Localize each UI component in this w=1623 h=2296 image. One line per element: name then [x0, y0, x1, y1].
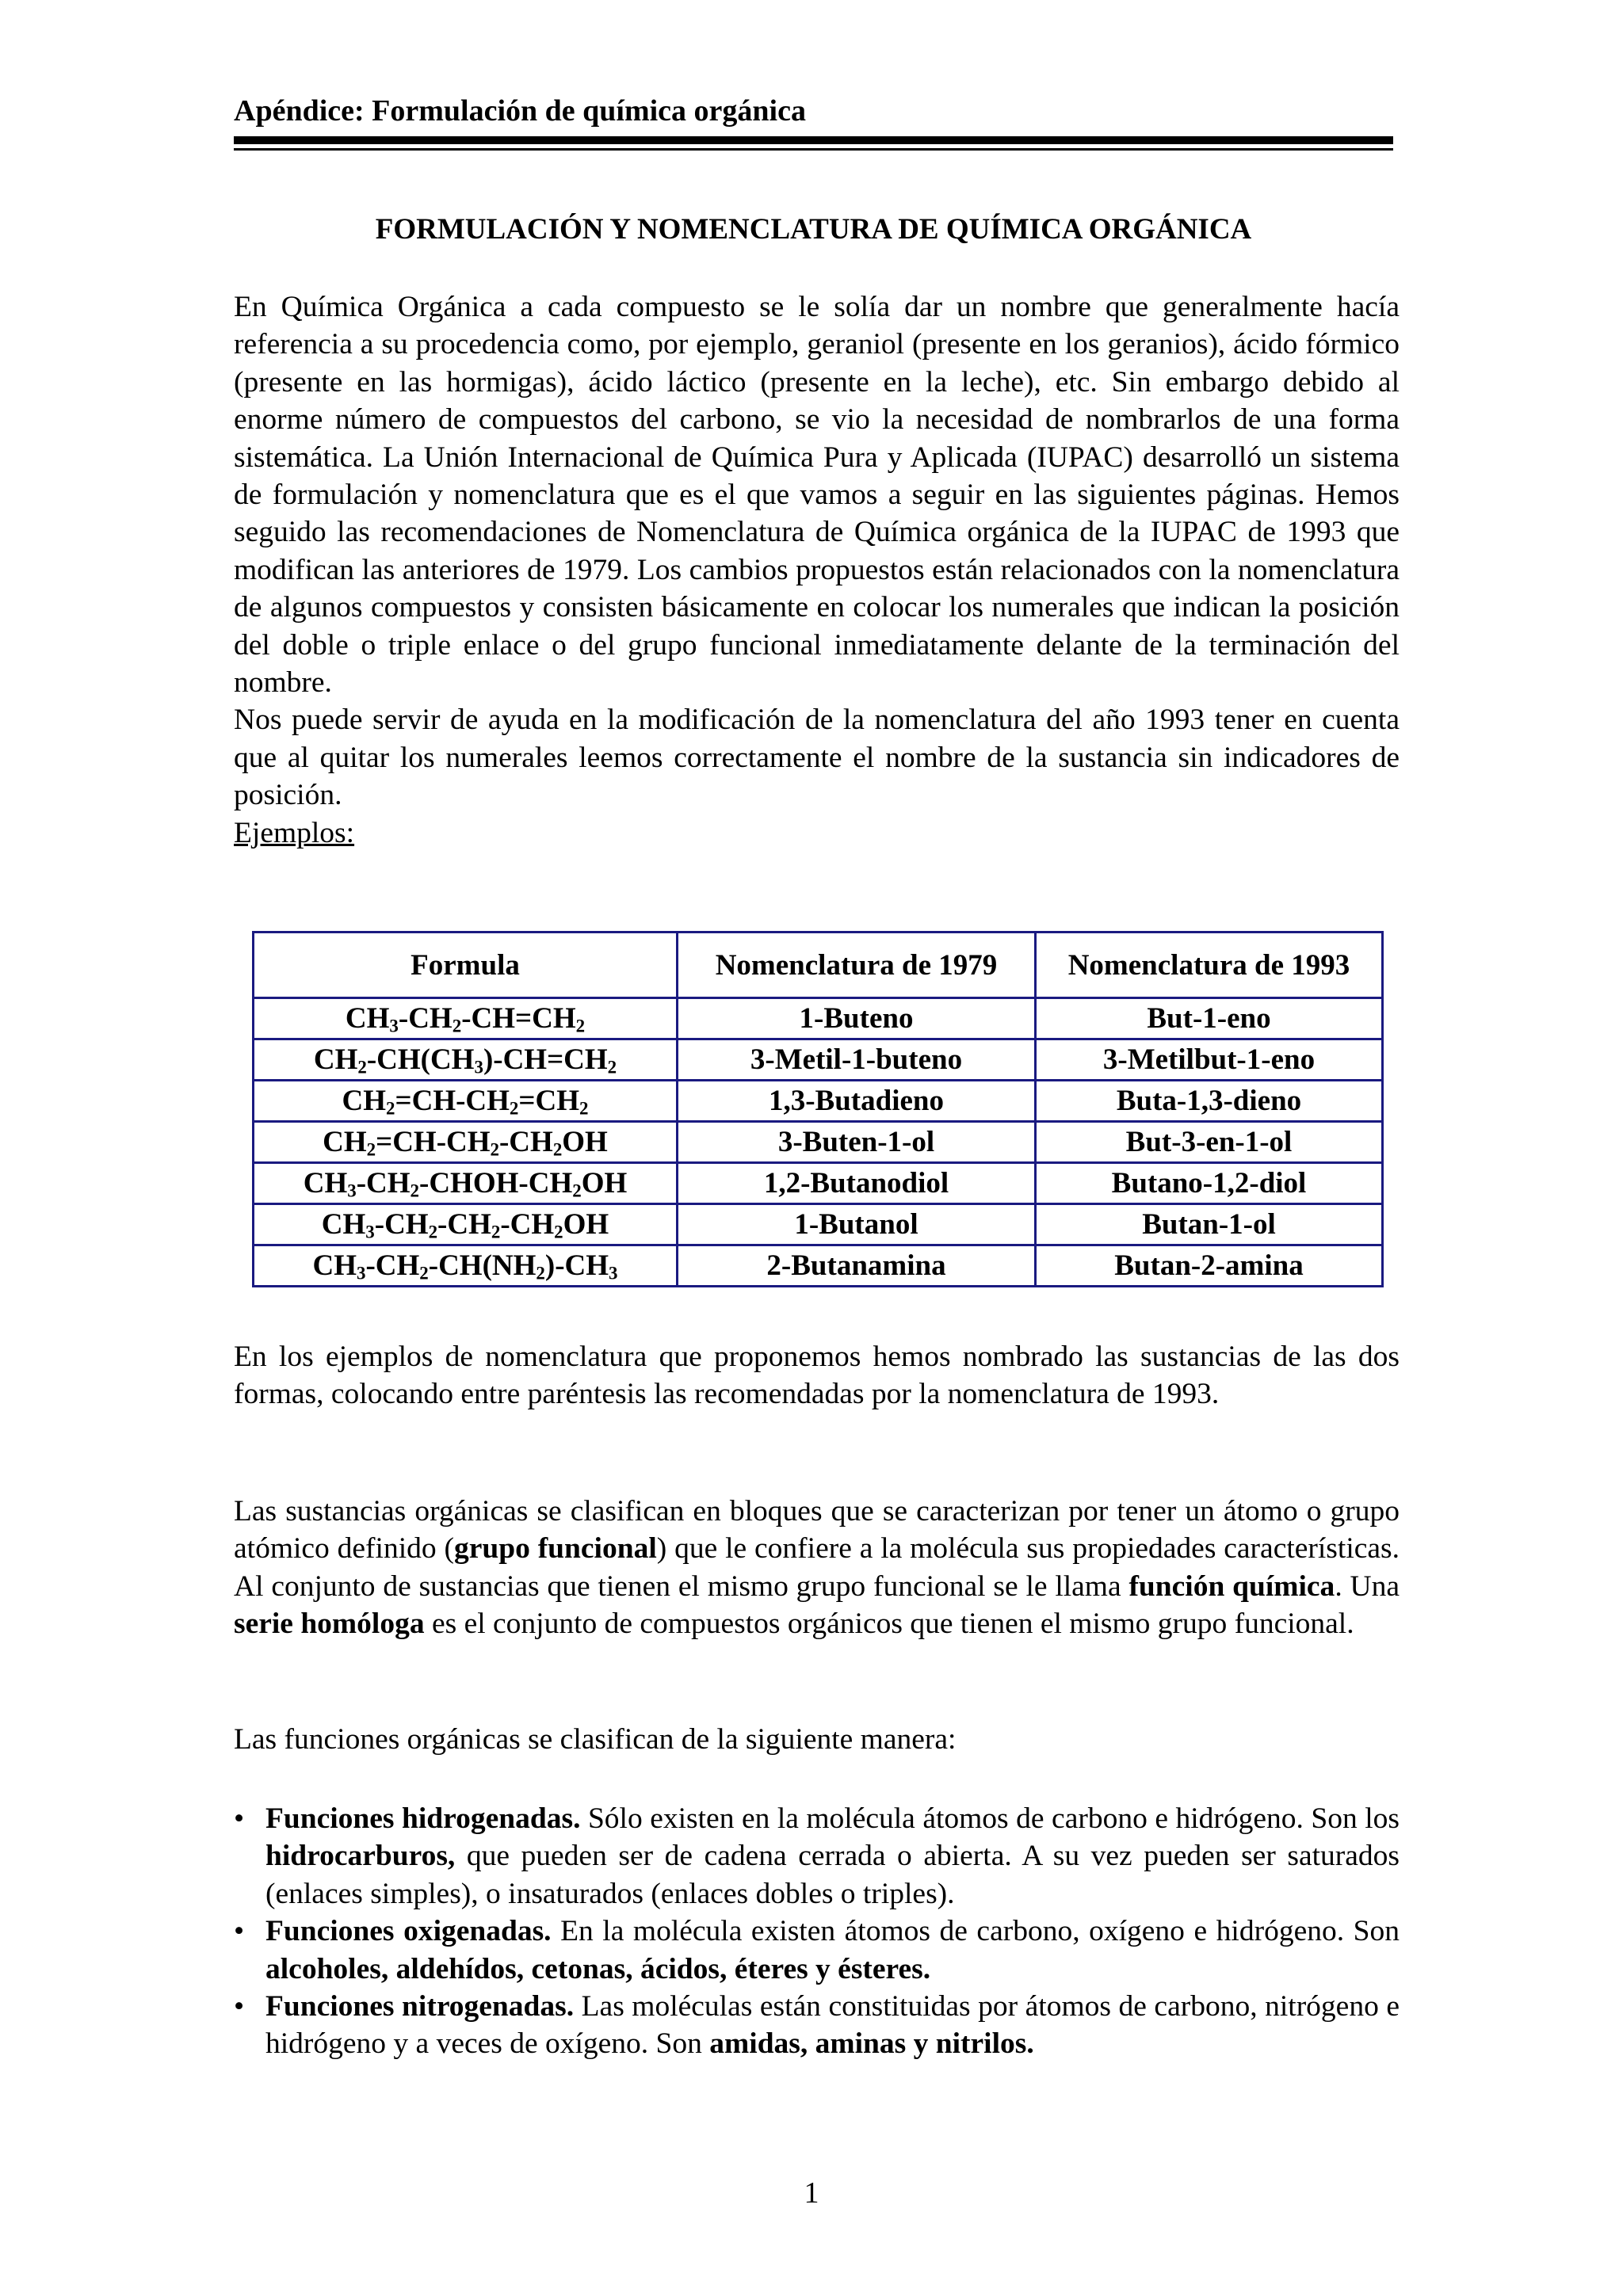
table-row: [254, 1204, 1383, 1245]
bullet-bold-text: hidrocarburos,: [265, 1840, 456, 1873]
formula-segment: -CH: [398, 1002, 453, 1035]
bullet-text: En la molécula existen átomos de carbono, oxígeno e hidrógeno. Son: [551, 1915, 1400, 1948]
page-number: 1: [804, 2176, 819, 2210]
document-title: FORMULACIÓN Y NOMENCLATURA DE QUÍMICA ORGÁNICA: [375, 213, 1252, 246]
name-1993-cell: Butan-1-ol: [1036, 1204, 1383, 1245]
table-row: [254, 1245, 1383, 1287]
name-1979-cell: 3-Metil-1-buteno: [678, 1039, 1036, 1081]
column-header-formula: Formula: [254, 933, 678, 998]
formula-subscript: 3: [347, 1180, 357, 1201]
formula-subscript: 2: [552, 1139, 563, 1160]
formula-segment: -CH: [356, 1167, 411, 1199]
formula-segment: -CH: [500, 1208, 555, 1241]
functions-list: [234, 1800, 1400, 2063]
formula-segment: )-CH=CH: [483, 1043, 608, 1076]
formula-segment: =CH-CH: [376, 1126, 491, 1158]
term-serie-homologa: serie homóloga: [234, 1608, 425, 1641]
formula-cell: [254, 1081, 678, 1122]
classification-paragraph: [234, 1493, 1400, 1643]
nomenclature-table: [252, 931, 1384, 1287]
formula-subscript: 2: [490, 1139, 499, 1160]
formula-cell: [254, 1122, 678, 1163]
classification-text-3: . Una: [1335, 1569, 1400, 1603]
bullet-icon: •: [234, 1802, 245, 1835]
formula-segment: -CH: [498, 1126, 553, 1158]
bullet-icon: •: [234, 1990, 245, 2023]
formula-segment: CH: [323, 1126, 367, 1158]
column-header-1993: Nomenclatura de 1993: [1036, 933, 1383, 998]
column-header-1979: Nomenclatura de 1979: [678, 933, 1036, 998]
formula-segment: =CH-CH: [395, 1085, 510, 1117]
bullet-icon: •: [234, 1915, 245, 1948]
intro-paragraph-2: Nos puede servir de ayuda en la modificación de la nomenclatura del año 1993 tener en cuenta que al quitar los numerales leemos correctamente el nombre de la sustancia sin indicadores de posición.: [234, 704, 1400, 812]
table-row: [254, 1163, 1383, 1204]
formula-subscript: 2: [386, 1098, 395, 1119]
name-1979-cell: 2-Butanamina: [678, 1245, 1036, 1287]
formula-subscript: 3: [474, 1057, 483, 1077]
term-grupo-funcional: grupo funcional: [453, 1532, 657, 1566]
name-1993-cell: Buta-1,3-dieno: [1036, 1081, 1383, 1122]
table-row: [254, 1039, 1383, 1081]
bullet-term: Funciones hidrogenadas.: [265, 1802, 581, 1835]
name-1993-cell: Butano-1,2-diol: [1036, 1163, 1383, 1204]
classification-text-1: Las sustancias orgánicas se clasifican en bloques que se caracterizan por tener un átomo o grupo atómico definido (: [234, 1495, 1400, 1566]
formula-segment: CH: [303, 1167, 348, 1199]
bullet-term: Funciones nitrogenadas.: [265, 1990, 575, 2023]
bullet-text: Sólo existen en la molécula átomos de carbono e hidrógeno. Son los: [580, 1802, 1400, 1835]
classification-text-4: es el conjunto de compuestos orgánicos que tienen el mismo grupo funcional.: [424, 1608, 1354, 1641]
formula-subscript: 2: [366, 1139, 376, 1160]
formula-segment: CH: [312, 1249, 357, 1282]
formula-subscript: 2: [607, 1057, 617, 1077]
name-1979-cell: 1-Butanol: [678, 1204, 1036, 1245]
formula-cell: [254, 1163, 678, 1204]
name-1993-cell: But-3-en-1-ol: [1036, 1122, 1383, 1163]
formula-segment: =CH: [518, 1085, 579, 1117]
formula-subscript: 2: [452, 1016, 462, 1036]
bullet-bold-text: alcoholes, aldehídos, cetonas, ácidos, éteres y ésteres.: [265, 1952, 931, 1985]
formula-segment: )-CH: [544, 1249, 609, 1282]
name-1979-cell: 1,3-Butadieno: [678, 1081, 1036, 1122]
examples-paragraph: En los ejemplos de nomenclatura que proponemos hemos nombrado las sustancias de las dos formas, colocando entre paréntesis las recomendadas por la nomenclatura de 1993.: [234, 1341, 1400, 1411]
name-1993-cell: But-1-eno: [1036, 998, 1383, 1039]
formula-subscript: 2: [428, 1222, 438, 1242]
intro-paragraph-1: En Química Orgánica a cada compuesto se le solía dar un nombre que generalmente hacía referencia a su procedencia como, por ejemplo, geraniol (presente en los geranios), ácido fórmico (presente en las hormigas), ácido láctico (presente en la leche), etc. Sin embargo debido al enorme número de compuestos del carbono, se vio la necesidad de nombrarlos de una forma sistemática. La Unión Internacional de Química Pura y Aplicada (IUPAC) desarrolló un sistema de formulación y nomenclatura que es el que vamos a seguir en las siguientes páginas. Hemos seguido las recomendaciones de Nomenclatura de Química orgánica de la IUPAC de 1993 que modifican las anteriores de 1979. Los cambios propuestos están relacionados con la nomenclatura de algunos compuestos y consisten básicamente en colocar los numerales que indican la posición del doble o triple enlace o del grupo funcional inmediatamente delante de la terminación del nombre.: [234, 291, 1400, 700]
formula-segment: CH: [321, 1208, 366, 1241]
table-header-row: [254, 933, 1383, 998]
list-item-oxigenadas: [234, 1913, 1400, 1988]
formula-subscript: 2: [419, 1263, 429, 1283]
header-rule-thin: [234, 148, 1393, 151]
classification-text-2: ) que le confiere a la molécula sus propiedades características. Al conjunto de sustancias que tienen el mismo grupo funcional se le llama: [234, 1532, 1400, 1603]
table-row: [254, 998, 1383, 1039]
formula-segment: -CH: [365, 1249, 420, 1282]
table-row: [254, 1081, 1383, 1122]
bullet-bold-text: amidas, aminas y nitrilos.: [709, 2027, 1034, 2061]
table-row: [254, 1122, 1383, 1163]
formula-segment: CH: [342, 1085, 387, 1117]
formula-subscript: 2: [410, 1180, 420, 1201]
formula-segment: -CH=CH: [461, 1002, 576, 1035]
formula-subscript: 3: [356, 1263, 366, 1283]
running-header: Apéndice: Formulación de química orgánica: [234, 94, 806, 128]
formula-subscript: 2: [579, 1098, 589, 1119]
formula-cell: [254, 1245, 678, 1287]
formula-subscript: 3: [365, 1222, 375, 1242]
formula-segment: OH: [581, 1167, 628, 1199]
list-item-nitrogenadas: [234, 1988, 1400, 2063]
formula-subscript: 2: [509, 1098, 519, 1119]
bullet-term: Funciones oxigenadas.: [265, 1915, 552, 1948]
formula-segment: OH: [563, 1208, 609, 1241]
name-1993-cell: 3-Metilbut-1-eno: [1036, 1039, 1383, 1081]
term-funcion-quimica: función química: [1128, 1569, 1335, 1603]
name-1979-cell: 1,2-Butanodiol: [678, 1163, 1036, 1204]
formula-subscript: 3: [389, 1016, 399, 1036]
formula-segment: CH: [345, 1002, 390, 1035]
name-1979-cell: 3-Buten-1-ol: [678, 1122, 1036, 1163]
bullet-text: Las moléculas están constituidas por átomos de carbono, nitrógeno e hidrógeno y a veces de oxígeno. Son: [265, 1990, 1400, 2061]
formula-segment: -CH: [437, 1208, 491, 1241]
intro-section: [234, 288, 1400, 852]
bullet-text: que pueden ser de cadena cerrada o abierta. A su vez pueden ser saturados (enlaces simples), o insaturados (enlaces dobles o triples).: [265, 1840, 1400, 1910]
formula-segment: OH: [562, 1126, 608, 1158]
formula-segment: -CH(CH: [366, 1043, 475, 1076]
formula-subscript: 2: [536, 1263, 545, 1283]
formula-cell: [254, 1039, 678, 1081]
examples-label: Ejemplos:: [234, 816, 355, 849]
formula-subscript: 2: [357, 1057, 367, 1077]
list-item-hidrogenadas: [234, 1800, 1400, 1913]
functions-intro: Las funciones orgánicas se clasifican de la siguiente manera:: [234, 1723, 957, 1756]
formula-subscript: 2: [491, 1222, 501, 1242]
formula-subscript: 2: [554, 1222, 563, 1242]
formula-segment: -CH(NH: [428, 1249, 537, 1282]
header-rule-thick: [234, 136, 1393, 144]
formula-subscript: 2: [575, 1016, 586, 1036]
formula-segment: -CH: [374, 1208, 429, 1241]
formula-segment: -CHOH-CH: [419, 1167, 573, 1199]
name-1993-cell: Butan-2-amina: [1036, 1245, 1383, 1287]
formula-cell: [254, 1204, 678, 1245]
formula-subscript: 2: [572, 1180, 582, 1201]
formula-segment: CH: [313, 1043, 358, 1076]
formula-cell: [254, 998, 678, 1039]
formula-subscript: 3: [609, 1263, 618, 1283]
name-1979-cell: 1-Buteno: [678, 998, 1036, 1039]
